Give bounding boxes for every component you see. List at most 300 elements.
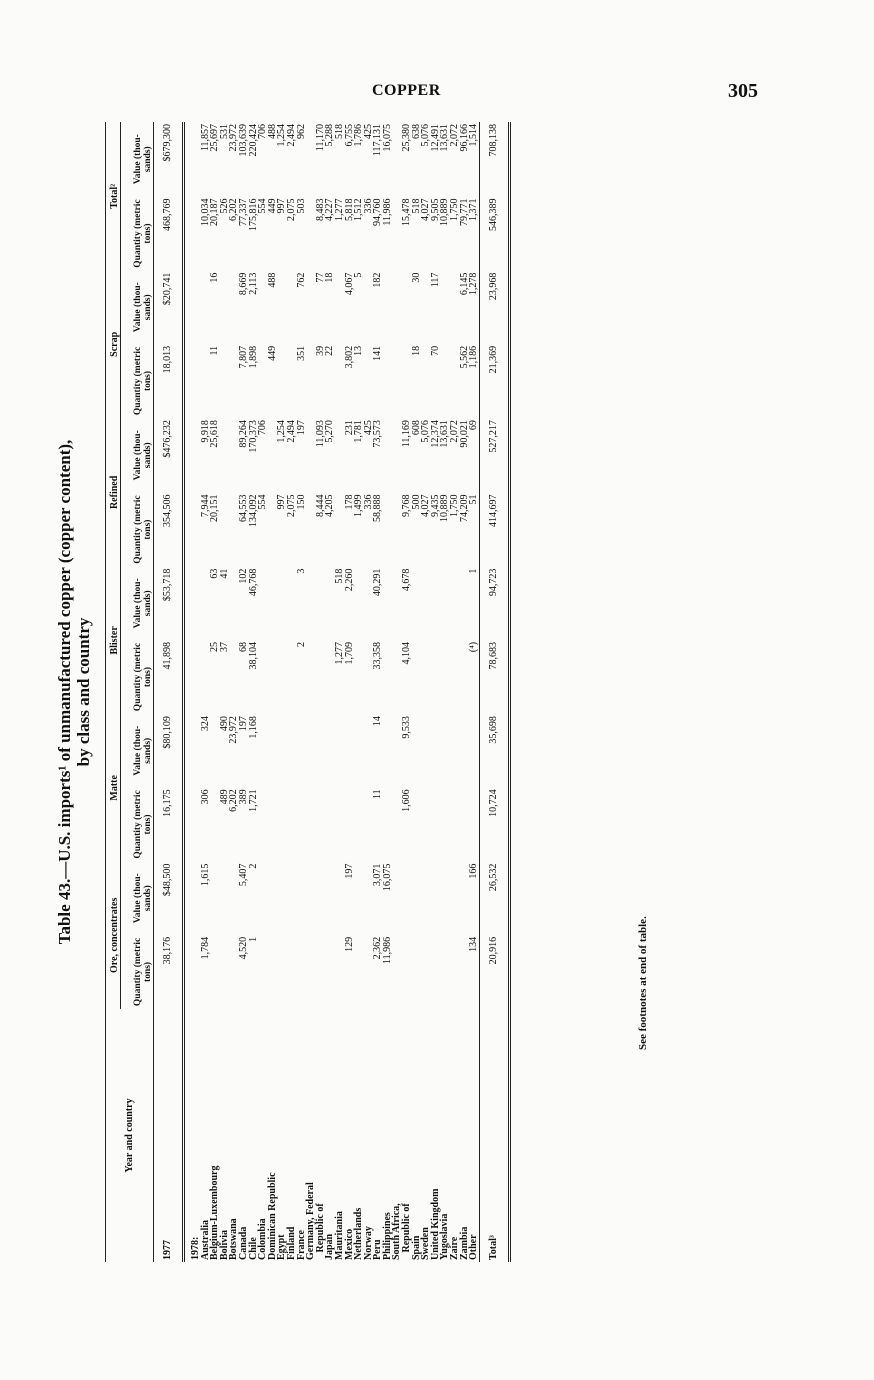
row-label: Egypt: [276, 1234, 288, 1260]
table-cell: [450, 862, 460, 935]
table-cell: 1,721: [247, 789, 259, 812]
table-cell: 1: [468, 568, 480, 574]
row-label: Republic of: [314, 1203, 326, 1260]
table-cell: 4,104: [401, 641, 413, 665]
table-cell: 16,075: [381, 863, 393, 892]
table-cell: 94,723: [479, 567, 509, 640]
table-cell: 231: [343, 420, 355, 436]
table-cell: [277, 862, 287, 935]
table-cell: 197: [295, 420, 307, 436]
table-row: [268, 122, 278, 1262]
table-cell: [220, 492, 230, 566]
table-cell: [277, 935, 287, 1009]
table-cell: 997: [276, 198, 288, 214]
table-cell: [306, 640, 316, 714]
table-cell: 6,145: [458, 272, 470, 296]
table-cell: 449: [266, 198, 278, 214]
row-label: Japan: [324, 1233, 336, 1260]
group-header: Total²: [106, 122, 121, 271]
table-cell: [354, 640, 364, 714]
table-cell: 11,170: [314, 124, 326, 152]
quantity-header: Quantity (metric tons): [121, 640, 154, 714]
table-cell: [431, 640, 441, 714]
table-cell: 490: [218, 716, 230, 732]
row-label: Zambia: [458, 1226, 470, 1260]
table-cell: 1,371: [468, 198, 480, 221]
table-cell: 5,562: [458, 345, 470, 369]
quantity-header: Quantity (metric tons): [121, 935, 154, 1009]
table-cell: [268, 935, 278, 1009]
table-cell: [316, 787, 326, 861]
table-cell: 3,071: [372, 863, 384, 887]
table-cell: [421, 640, 431, 714]
table-cell: 518: [410, 198, 422, 214]
table-row: [210, 122, 220, 1262]
table-cell: 33,358: [372, 641, 384, 670]
table-cell: 6,202: [228, 789, 240, 812]
table-cell: 2: [247, 863, 259, 869]
table-cell: [287, 714, 297, 787]
table-cell: 1,277: [333, 641, 345, 665]
table-cell: 16,075: [381, 124, 393, 152]
table-cell: [392, 862, 402, 935]
table-cell: 35,698: [479, 714, 509, 787]
table-cell: 336: [362, 494, 374, 510]
table-cell: 4,027: [420, 198, 432, 221]
table-cell: (⁴): [468, 641, 480, 653]
table-cell: [220, 862, 230, 935]
table-cell: 4,678: [401, 568, 413, 592]
table-cell: 18,013: [154, 344, 184, 418]
table-cell: 134,092: [247, 494, 259, 527]
table-cell: 20,187: [209, 198, 221, 226]
table-row: [345, 122, 355, 1262]
table-cell: [383, 418, 393, 492]
table-cell: 78,683: [479, 640, 509, 714]
table-cell: 1,709: [343, 641, 355, 665]
table-cell: [431, 714, 441, 787]
table-cell: 20,916: [479, 935, 509, 1009]
table-cell: [450, 567, 460, 640]
table-cell: 18: [324, 272, 336, 283]
table-cell: 12,491: [429, 124, 441, 152]
table-cell: [335, 787, 345, 861]
running-head: COPPER: [372, 82, 441, 99]
table-cell: 1,750: [449, 198, 461, 221]
table-cell: [325, 714, 335, 787]
table-cell: 1,168: [247, 716, 259, 739]
table-cell: 25,618: [209, 420, 221, 448]
table-cell: [220, 344, 230, 418]
table-cell: 518: [333, 124, 345, 139]
table-cell: 69: [468, 420, 480, 431]
row-label: France: [295, 1230, 307, 1260]
table-cell: [383, 492, 393, 566]
table-cell: [412, 862, 422, 935]
table-cell: [440, 787, 450, 861]
table-cell: [335, 714, 345, 787]
table-row: [364, 122, 374, 1262]
imports-table: [105, 122, 511, 1262]
row-label: Sweden: [420, 1227, 432, 1260]
row-label: Colombia: [257, 1218, 269, 1260]
table-cell: 1,499: [353, 494, 365, 517]
table-cell: 13: [353, 345, 365, 356]
table-cell: [383, 787, 393, 861]
table-cell: [297, 714, 307, 787]
page-number: 305: [728, 80, 758, 102]
year-row: [184, 122, 201, 1262]
table-cell: [345, 714, 355, 787]
table-cell: 9,505: [429, 198, 441, 221]
table-cell: [268, 567, 278, 640]
table-cell: 10,034: [199, 198, 211, 226]
table-cell: 46,768: [247, 568, 259, 597]
table-cell: [440, 935, 450, 1009]
table-cell: 11,169: [401, 420, 413, 448]
table-cell: [258, 714, 268, 787]
table-cell: 1,254: [276, 420, 288, 443]
table-cell: [354, 935, 364, 1009]
table-cell: $679,300: [154, 122, 184, 196]
table-title-line-1: Table 43.—U.S. imports¹ of unmanufactured copper (copper content),: [55, 439, 74, 945]
table-cell: 41,898: [154, 640, 184, 714]
table-cell: 68: [237, 641, 249, 652]
table-cell: [460, 714, 470, 787]
table-cell: [306, 935, 316, 1009]
year-label: 1978:: [190, 1236, 201, 1260]
table-cell: [450, 787, 460, 861]
value-header: Value (thou- sands): [121, 862, 154, 935]
table-cell: [383, 640, 393, 714]
table-cell: 11,857: [199, 124, 211, 152]
table-cell: 51: [468, 494, 480, 505]
table-cell: 38,176: [154, 935, 184, 1009]
table-cell: [412, 714, 422, 787]
table-cell: 16: [209, 272, 221, 283]
table-cell: 2,494: [285, 124, 297, 147]
table-cell: 23,968: [479, 271, 509, 344]
value-header: Value (thou- sands): [121, 567, 154, 640]
table-cell: 1,254: [276, 124, 288, 147]
table-cell: 77,337: [237, 198, 249, 226]
table-cell: 63: [209, 568, 221, 579]
table-cell: [287, 640, 297, 714]
table-cell: 354,506: [154, 492, 184, 566]
table-cell: [316, 567, 326, 640]
row-label: 1977: [154, 1009, 184, 1262]
table-cell: 9,768: [401, 494, 413, 517]
table-row: [258, 122, 268, 1262]
table-cell: $476,232: [154, 418, 184, 492]
row-label: United Kingdom: [429, 1188, 441, 1260]
table-row: [277, 122, 287, 1262]
table-cell: 10,724: [479, 787, 509, 861]
table-cell: 74,209: [458, 494, 470, 522]
table-cell: 503: [295, 198, 307, 214]
table-cell: 4,520: [237, 936, 249, 960]
row-label: Finland: [285, 1226, 297, 1260]
table-cell: [306, 862, 316, 935]
table-row: [220, 122, 230, 1262]
table-row: [431, 122, 441, 1262]
table-row: [392, 122, 402, 1262]
table-cell: 2,072: [449, 124, 461, 147]
table-cell: 10,889: [439, 198, 451, 226]
table-cell: [210, 862, 220, 935]
table-cell: 5: [353, 272, 365, 278]
table-row: [412, 122, 422, 1262]
table-cell: 20,151: [209, 494, 221, 522]
table-cell: [287, 862, 297, 935]
table-cell: [440, 862, 450, 935]
table-cell: [306, 714, 316, 787]
table-cell: 14: [372, 716, 384, 727]
table-row: [373, 122, 383, 1262]
table-cell: 37: [218, 641, 230, 652]
row-label: Australia: [199, 1220, 211, 1260]
table-cell: [297, 935, 307, 1009]
group-header: Refined: [106, 418, 121, 567]
table-cell: 170,373: [247, 420, 259, 453]
table-cell: 9,533: [401, 716, 413, 739]
table-cell: [277, 344, 287, 418]
table-cell: 449: [266, 345, 278, 361]
table-cell: [258, 567, 268, 640]
table-cell: 527,217: [479, 418, 509, 492]
table-cell: [421, 935, 431, 1009]
table-row: [287, 122, 297, 1262]
table-cell: [277, 567, 287, 640]
table-row: [297, 122, 307, 1262]
table-cell: 1,278: [468, 272, 480, 296]
table-cell: [392, 271, 402, 344]
table-cell: [440, 344, 450, 418]
table-cell: [325, 862, 335, 935]
table-cell: 94,760: [372, 198, 384, 226]
table-cell: 7,807: [237, 345, 249, 369]
table-cell: [402, 935, 412, 1009]
table-cell: 89,264: [237, 420, 249, 448]
row-label: Dominican Republic: [266, 1172, 278, 1260]
table-cell: 25,697: [209, 124, 221, 152]
table-cell: [412, 787, 422, 861]
quantity-header: Quantity (metric tons): [121, 344, 154, 418]
table-cell: [421, 862, 431, 935]
table-cell: [402, 862, 412, 935]
table-cell: 351: [295, 345, 307, 361]
table-cell: 4,205: [324, 494, 336, 517]
table-cell: [412, 567, 422, 640]
table-cell: [316, 862, 326, 935]
table-cell: [268, 714, 278, 787]
table-cell: $80,109: [154, 714, 184, 787]
table-cell: 9,918: [199, 420, 211, 443]
table-cell: 2: [295, 641, 307, 647]
table-cell: 2,075: [285, 198, 297, 221]
table-cell: 1,750: [449, 494, 461, 517]
table-cell: [450, 935, 460, 1009]
row-label: Mauritania: [333, 1211, 345, 1260]
table-cell: 182: [372, 272, 384, 288]
quantity-header: Quantity (metric tons): [121, 787, 154, 861]
table-cell: [325, 787, 335, 861]
table-cell: [258, 935, 268, 1009]
table-row: [316, 122, 326, 1262]
table-row: [201, 122, 211, 1262]
table-cell: [354, 862, 364, 935]
table-cell: 40,291: [372, 568, 384, 597]
table-cell: [450, 640, 460, 714]
rotated-table-block: [55, 122, 625, 1262]
table-cell: [287, 787, 297, 861]
row-label: Yugoslavia: [439, 1213, 451, 1260]
table-cell: [297, 862, 307, 935]
table-cell: 23,972: [228, 124, 240, 152]
table-cell: 41: [218, 568, 230, 579]
table-cell: 220,424: [247, 124, 259, 157]
table-cell: 706: [257, 124, 269, 139]
table-cell: 2,494: [285, 420, 297, 443]
table-cell: [383, 714, 393, 787]
table-cell: 117,131: [372, 124, 384, 157]
table-cell: 197: [343, 863, 355, 879]
table-cell: [354, 714, 364, 787]
table-cell: 4,067: [343, 272, 355, 296]
row-label: Total³: [479, 1009, 509, 1262]
table-cell: [383, 271, 393, 344]
table-cell: 1,615: [199, 863, 211, 887]
table-cell: 1: [247, 936, 259, 942]
table-cell: 13,631: [439, 124, 451, 152]
table-cell: 608: [410, 420, 422, 436]
row-label: Canada: [237, 1226, 249, 1260]
table-cell: $48,500: [154, 862, 184, 935]
table-cell: 13,631: [439, 420, 451, 448]
table-cell: 11,986: [381, 936, 393, 964]
table-cell: 39: [314, 345, 326, 356]
table-cell: 997: [276, 494, 288, 510]
row-label: Mexico: [343, 1228, 355, 1260]
row-label: Norway: [362, 1226, 374, 1260]
table-cell: [220, 418, 230, 492]
table-cell: 2,113: [247, 272, 259, 295]
table-row: [354, 122, 364, 1262]
table-cell: 129: [343, 936, 355, 952]
table-cell: 1,898: [247, 345, 259, 369]
table-cell: [431, 935, 441, 1009]
table-cell: 962: [295, 124, 307, 139]
table-row: [469, 122, 479, 1262]
row-label: Netherlands: [353, 1207, 365, 1260]
table-cell: 22: [324, 345, 336, 356]
table-cell: [450, 714, 460, 787]
row-label: Botswana: [228, 1218, 240, 1260]
table-cell: 500: [410, 494, 422, 510]
row-label: Spain: [410, 1235, 422, 1260]
table-cell: 9,435: [429, 494, 441, 517]
table-cell: 2,072: [449, 420, 461, 443]
table-cell: [268, 862, 278, 935]
table-title: [55, 122, 105, 1262]
table-cell: [421, 787, 431, 861]
table-cell: 25,380: [401, 124, 413, 152]
group-header: Blister: [106, 567, 121, 714]
table-cell: 77: [314, 272, 326, 283]
table-cell: 554: [257, 494, 269, 510]
table-cell: 2,362: [372, 936, 384, 960]
table-cell: [277, 787, 287, 861]
table-cell: 489: [218, 789, 230, 805]
table-cell: 117: [429, 272, 441, 288]
table-cell: 58,888: [372, 494, 384, 522]
table-cell: 2,075: [285, 494, 297, 517]
table-cell: 15,478: [401, 198, 413, 226]
table-cell: 8,669: [237, 272, 249, 296]
table-cell: [306, 567, 316, 640]
table-cell: 5,076: [420, 420, 432, 443]
row-label: Zaire: [449, 1236, 461, 1260]
value-header: Value (thou- sands): [121, 714, 154, 787]
table-cell: $20,741: [154, 271, 184, 344]
table-cell: [440, 640, 450, 714]
table-cell: 175,816: [247, 198, 259, 231]
table-cell: 11: [372, 789, 384, 800]
table-cell: [287, 935, 297, 1009]
table-cell: 18: [410, 345, 422, 356]
table-cell: 11: [209, 345, 221, 356]
table-cell: [421, 714, 431, 787]
table-cell: 5,288: [324, 124, 336, 147]
table-cell: 103,639: [237, 124, 249, 157]
row-label: Belgium-Luxembourg: [209, 1165, 221, 1260]
table-cell: [258, 862, 268, 935]
table-cell: [325, 935, 335, 1009]
table-cell: 23,972: [228, 716, 240, 744]
table-cell: 141: [372, 345, 384, 361]
table-cell: [258, 640, 268, 714]
table-cell: 389: [237, 789, 249, 805]
table-row: [325, 122, 335, 1262]
quantity-header: Quantity (metric tons): [121, 196, 154, 270]
row-label: Republic of: [401, 1203, 413, 1260]
table-cell: [469, 714, 479, 787]
table-cell: [287, 567, 297, 640]
table-cell: [469, 787, 479, 861]
table-cell: [354, 787, 364, 861]
table-cell: 554: [257, 198, 269, 214]
group-header: Matte: [106, 714, 121, 861]
table-cell: 1,784: [199, 936, 211, 960]
table-row: [421, 122, 431, 1262]
row-label: Other: [468, 1234, 480, 1260]
table-cell: 336: [362, 198, 374, 214]
table-cell: [306, 787, 316, 861]
table-cell: 4,227: [324, 198, 336, 221]
table-cell: 425: [362, 420, 374, 436]
table-cell: 488: [266, 124, 278, 139]
table-cell: [431, 787, 441, 861]
table-cell: 5,407: [237, 863, 249, 887]
table-cell: 8,483: [314, 198, 326, 221]
table-cell: 708,138: [479, 122, 509, 196]
table-cell: [383, 567, 393, 640]
table-cell: 166: [468, 863, 480, 879]
table-cell: 21,369: [479, 344, 509, 418]
table-cell: 414,697: [479, 492, 509, 566]
row-label: Germany, Federal: [305, 1182, 317, 1260]
table-cell: 1,512: [353, 198, 365, 221]
